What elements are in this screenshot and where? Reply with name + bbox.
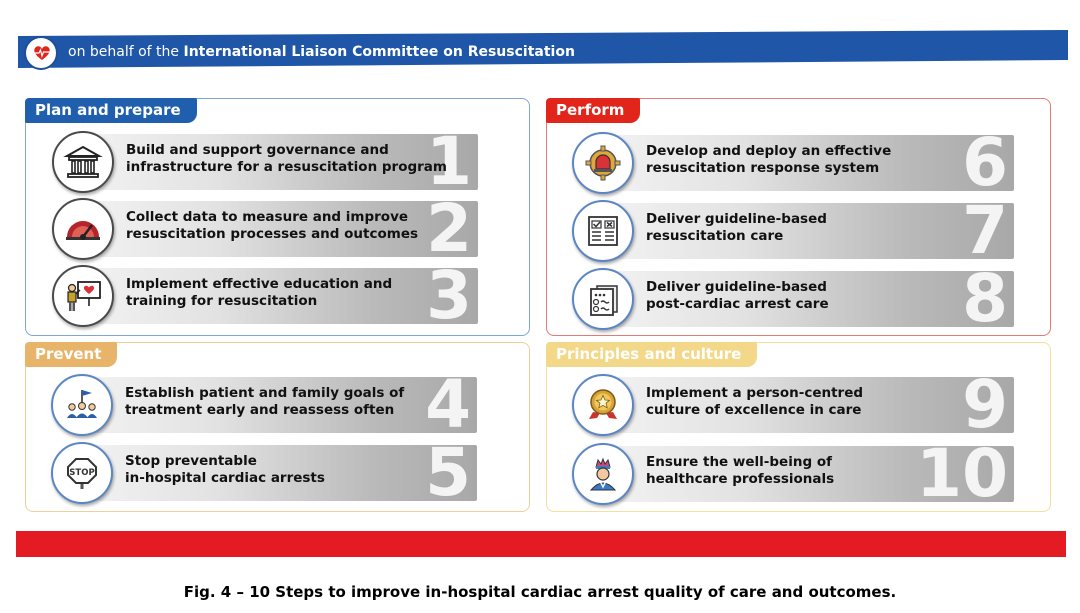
step-number: 8 xyxy=(962,260,1008,337)
step-number: 7 xyxy=(962,192,1008,269)
step-text-line1: Develop and deploy an effective xyxy=(646,143,892,159)
step-text-line2: infrastructure for a resuscitation program xyxy=(126,159,447,175)
step-5 xyxy=(51,434,477,511)
step-4 xyxy=(51,366,477,443)
presentation-training-icon xyxy=(52,265,114,327)
step-number: 9 xyxy=(962,366,1008,443)
award-medal-icon xyxy=(572,374,634,436)
stop-sign-icon xyxy=(51,442,113,504)
step-text-line1: Deliver guideline-based xyxy=(646,211,827,227)
step-text xyxy=(646,385,863,419)
step-number: 4 xyxy=(425,366,471,443)
step-text-line1: Build and support governance and xyxy=(126,142,389,158)
healthcare-professional-icon xyxy=(572,443,634,505)
step-3 xyxy=(52,257,478,334)
panel-title-prevent: Prevent xyxy=(25,342,117,367)
step-text-line2: culture of excellence in care xyxy=(646,402,862,418)
step-text xyxy=(646,279,829,313)
step-text xyxy=(126,142,447,176)
step-8 xyxy=(572,260,1014,337)
panel-title-plan-and-prepare: Plan and prepare xyxy=(25,98,197,123)
bottom-red-bar xyxy=(16,531,1066,557)
step-text-line2: resuscitation response system xyxy=(646,160,880,176)
step-number: 3 xyxy=(426,257,472,334)
step-text-line2: in-hospital cardiac arrests xyxy=(125,470,325,486)
step-10 xyxy=(572,435,1014,512)
ilcor-logo xyxy=(24,36,58,70)
step-text xyxy=(125,385,404,419)
step-text-line1: Establish patient and family goals of xyxy=(125,385,405,401)
header-organization: International Liaison Committee on Resuscitation xyxy=(183,44,575,60)
step-text-line1: Deliver guideline-based xyxy=(646,279,827,295)
step-text-line1: Stop preventable xyxy=(125,453,257,469)
step-6 xyxy=(572,124,1014,201)
panel-title-perform: Perform xyxy=(546,98,640,123)
step-text-line1: Implement effective education and xyxy=(126,276,393,292)
figure-caption: Fig. 4 – 10 Steps to improve in-hospital cardiac arrest quality of care and outcomes. xyxy=(183,583,897,601)
step-number: 10 xyxy=(916,435,1008,512)
institution-building-icon xyxy=(52,131,114,193)
step-text xyxy=(126,276,392,310)
clipboard-documents-icon xyxy=(572,268,634,330)
gauge-meter-icon xyxy=(52,198,114,260)
step-text-line1: Ensure the well-being of xyxy=(646,454,832,470)
step-1 xyxy=(52,123,478,200)
step-text xyxy=(125,453,325,487)
step-text-line2: post-cardiac arrest care xyxy=(646,296,829,312)
step-text-line2: training for resuscitation xyxy=(126,293,318,309)
step-9 xyxy=(572,366,1014,443)
header-title xyxy=(68,44,575,60)
panel-title-principles-and-culture: Principles and culture xyxy=(546,342,757,367)
family-flag-icon xyxy=(51,374,113,436)
step-number: 2 xyxy=(426,190,472,267)
step-text xyxy=(646,454,834,488)
step-text-line2: resuscitation processes and outcomes xyxy=(126,226,419,242)
step-text-line2: treatment early and reassess often xyxy=(125,402,395,418)
header-prefix: on behalf of the xyxy=(68,44,180,60)
step-2 xyxy=(52,190,478,267)
step-text xyxy=(646,211,827,245)
step-text-line2: healthcare professionals xyxy=(646,471,835,487)
step-7 xyxy=(572,192,1014,269)
step-text xyxy=(646,143,891,177)
step-text-line1: Implement a person-centred xyxy=(646,385,864,401)
checklist-icon xyxy=(572,200,634,262)
step-text-line2: resuscitation care xyxy=(646,228,784,244)
svg-text:STOP: STOP xyxy=(69,468,95,478)
step-text-line1: Collect data to measure and improve xyxy=(126,209,409,225)
alarm-gear-icon xyxy=(572,132,634,194)
step-number: 6 xyxy=(962,124,1008,201)
step-number: 1 xyxy=(426,123,472,200)
step-text xyxy=(126,209,418,243)
step-number: 5 xyxy=(425,434,471,511)
